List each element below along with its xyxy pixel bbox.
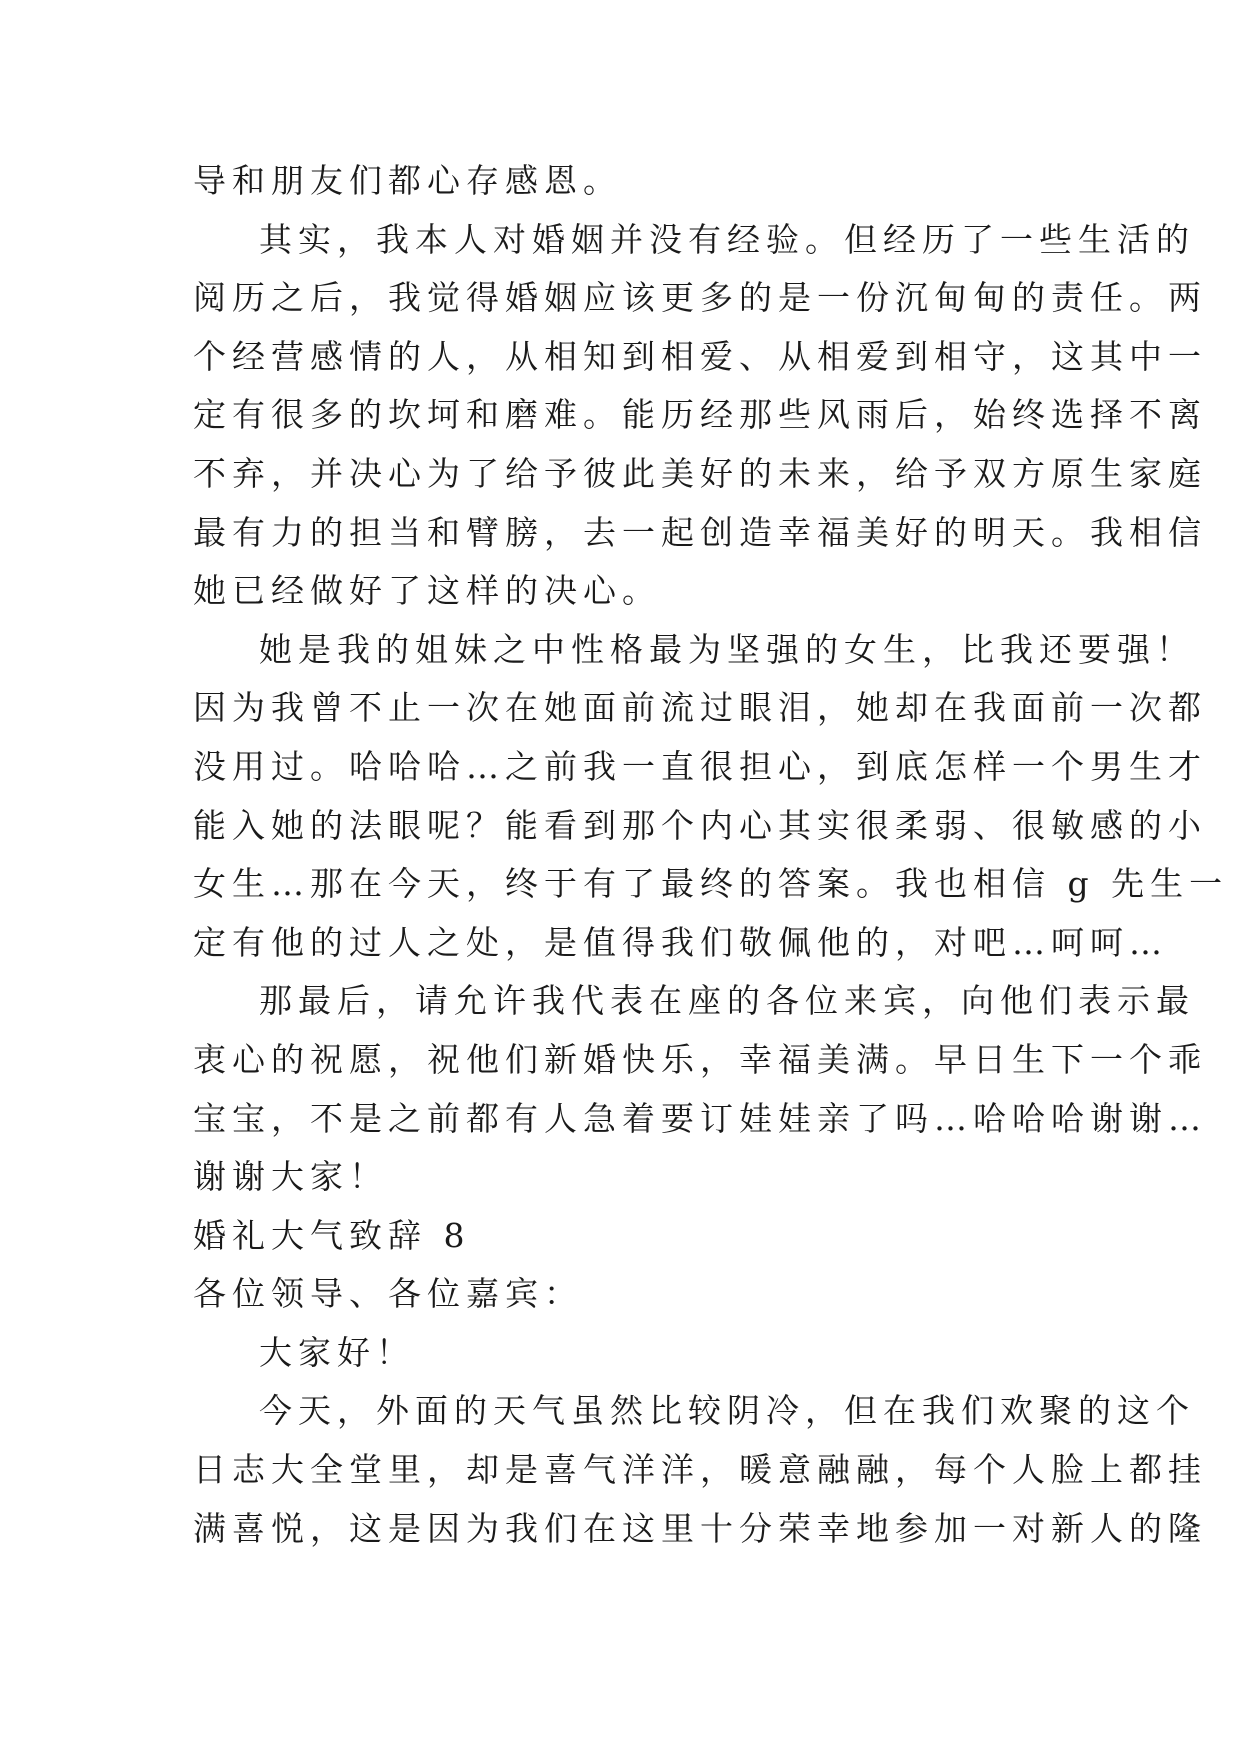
text-line: 没用过。哈哈哈…之前我一直很担心，到底怎样一个男生才 xyxy=(193,746,1207,786)
text-line: 阅历之后，我觉得婚姻应该更多的是一份沉甸甸的责任。两 xyxy=(193,278,1207,318)
text-line: 定有他的过人之处，是值得我们敬佩他的，对吧…呵呵… xyxy=(193,922,1168,962)
text-line: 导和朋友们都心存感恩。 xyxy=(193,161,622,200)
text-line: 不弃，并决心为了给予彼此美好的未来，给予双方原生家庭 xyxy=(193,453,1207,493)
text-line: 能入她的法眼呢？能看到那个内心其实很柔弱、很敏感的小 xyxy=(193,805,1207,845)
salutation-line: 各位领导、各位嘉宾： xyxy=(193,1274,583,1314)
section-heading: 婚礼大气致辞 8 xyxy=(193,1215,471,1255)
text-line: 女生…那在今天，终于有了最终的答案。我也相信 g 先生一 xyxy=(193,864,1229,904)
text-line: 日志大全堂里，却是喜气洋洋，暖意融融，每个人脸上都挂 xyxy=(193,1450,1207,1490)
text-line: 最有力的担当和臂膀，去一起创造幸福美好的明天。我相信 xyxy=(193,512,1207,552)
text-line: 定有很多的坎坷和磨难。能历经那些风雨后，始终选择不离 xyxy=(193,395,1207,435)
text-line: 满喜悦，这是因为我们在这里十分荣幸地参加一对新人的隆 xyxy=(193,1508,1207,1548)
paragraph-start-line: 今天，外面的天气虽然比较阴冷，但在我们欢聚的这个 xyxy=(259,1391,1195,1431)
text-line: 衷心的祝愿，祝他们新婚快乐，幸福美满。早日生下一个乖 xyxy=(193,1039,1207,1079)
text-line: 个经营感情的人，从相知到相爱、从相爱到相守，这其中一 xyxy=(193,336,1207,376)
text-line: 她已经做好了这样的决心。 xyxy=(193,571,661,611)
paragraph-start-line: 她是我的姐妹之中性格最为坚强的女生，比我还要强！ xyxy=(259,629,1195,669)
text-line: 宝宝，不是之前都有人急着要订娃娃亲了吗…哈哈哈谢谢… xyxy=(193,1098,1207,1138)
greeting-line: 大家好！ xyxy=(259,1332,415,1372)
document-body xyxy=(193,152,1229,1558)
text-line: 谢谢大家！ xyxy=(193,1157,388,1197)
paragraph-start-line: 那最后，请允许我代表在座的各位来宾，向他们表示最 xyxy=(259,981,1195,1021)
paragraph-start-line: 其实，我本人对婚姻并没有经验。但经历了一些生活的 xyxy=(259,219,1195,259)
text-line: 因为我曾不止一次在她面前流过眼泪，她却在我面前一次都 xyxy=(193,688,1207,728)
